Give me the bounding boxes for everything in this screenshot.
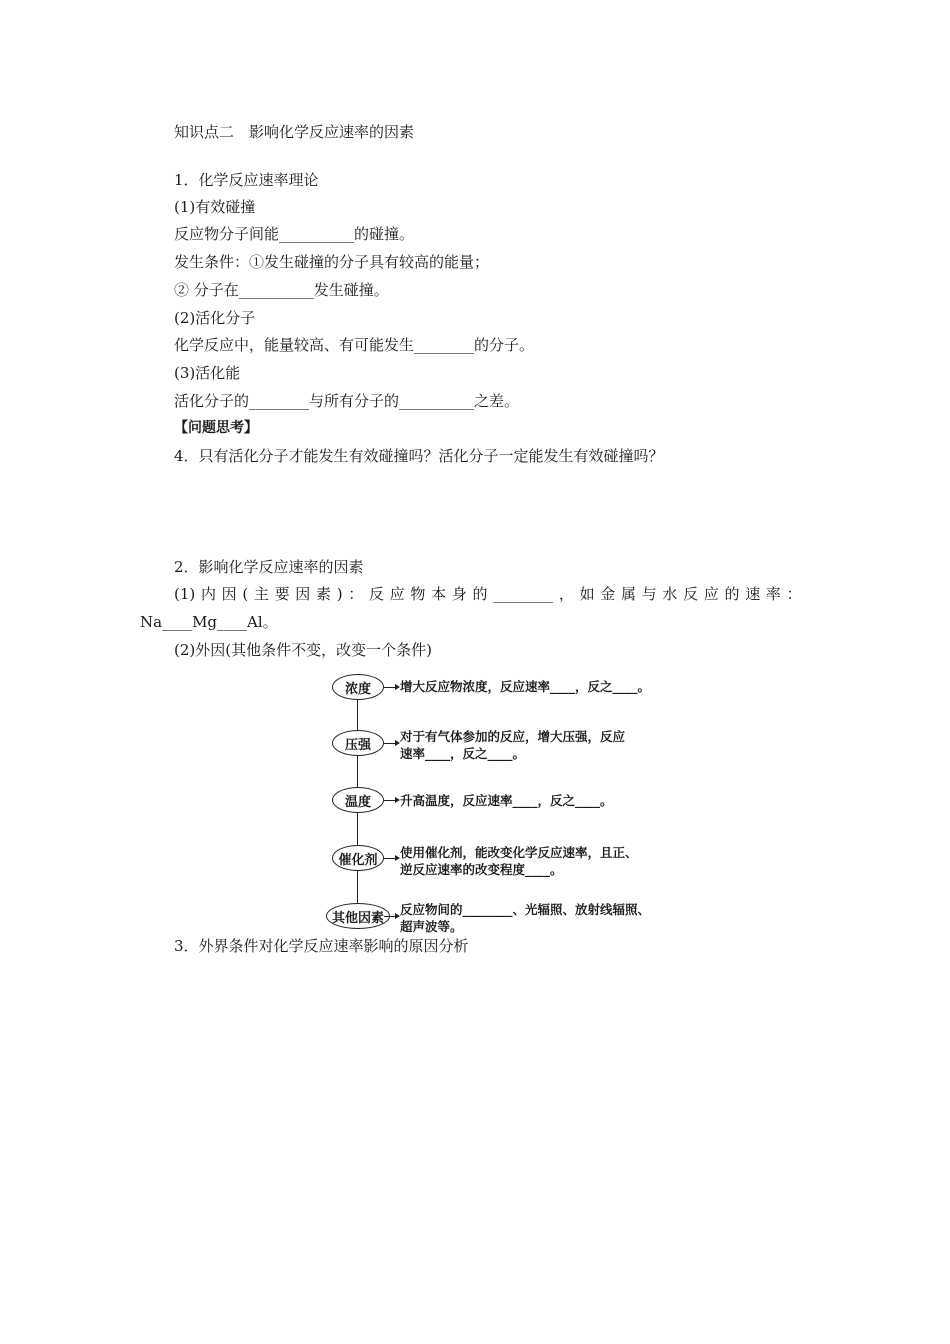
activation-energy-label: (3)活化能	[174, 364, 241, 382]
question-label: 【问题思考】	[174, 420, 258, 436]
effective-collision-definition: 反应物分子间能__________的碰撞。	[174, 225, 415, 243]
internal-factor-word: 内	[200, 585, 216, 603]
arrow-icon	[384, 858, 398, 859]
collision-condition-2: ② 分子在__________发生碰撞。	[174, 281, 389, 299]
internal-factor-word: 因	[221, 585, 237, 603]
internal-factor-word: 要	[274, 585, 290, 603]
arrow-icon	[384, 687, 398, 688]
node-concentration: 浓度	[332, 674, 384, 700]
pressure-text-1: 对于有气体参加的反应，增大压强，反应	[400, 729, 626, 744]
arrow-icon	[384, 800, 398, 801]
activated-molecule-definition: 化学反应中，能量较高、有可能发生________的分子。	[174, 336, 535, 354]
node-pressure: 压强	[332, 730, 384, 756]
activation-energy-definition: 活化分子的________与所有分子的__________之差。	[174, 392, 520, 410]
node-temperature: 温度	[332, 787, 384, 813]
internal-factor-word: 身	[451, 585, 467, 603]
metal-order-line: Na____Mg____Al。	[140, 613, 278, 631]
internal-factor-word: 应	[389, 585, 405, 603]
internal-factor-word: 金	[600, 585, 616, 603]
internal-factor-word: 的	[724, 585, 740, 603]
internal-factor-word: ，	[558, 585, 574, 603]
internal-factor-word: 物	[410, 585, 426, 603]
arrow-icon	[384, 743, 398, 744]
internal-factor-word: ：	[786, 585, 802, 603]
question-text: 4．只有活化分子才能发生有效碰撞吗？活化分子一定能发生有效碰撞吗？	[174, 447, 664, 465]
internal-factor-word: 率	[765, 585, 781, 603]
internal-factor-word: (	[242, 585, 249, 603]
factors-diagram	[322, 668, 692, 936]
internal-factor-word: ________	[493, 585, 554, 603]
internal-factor-word: )	[336, 585, 343, 603]
internal-factor-word: ：	[348, 585, 364, 603]
internal-factor-word: 与	[641, 585, 657, 603]
internal-factor-word: 素	[316, 585, 332, 603]
node-other-factors: 其他因素	[326, 903, 390, 929]
part3-heading: 3．外界条件对化学反应速率影响的原因分析	[174, 937, 469, 955]
node-catalyst: 催化剂	[332, 845, 384, 871]
pressure-text-2: 速率____，反之____。	[400, 746, 526, 761]
other-factors-text-1: 反应物间的________、光辐照、放射线辐照、	[400, 902, 651, 917]
internal-factor-word: 速	[745, 585, 761, 603]
collision-condition-1: 发生条件：①发生碰撞的分子具有较高的能量；	[174, 253, 490, 271]
internal-factor-word: 属	[620, 585, 636, 603]
catalyst-text-2: 逆反应速率的改变程度____。	[400, 862, 563, 877]
external-factor-line: (2)外因(其他条件不变，改变一个条件)	[174, 641, 432, 659]
internal-factor-word: 反	[683, 585, 699, 603]
internal-factor-word: 如	[579, 585, 595, 603]
internal-factor-word: 水	[662, 585, 678, 603]
internal-factor-line	[174, 584, 802, 604]
internal-factor-word: 反	[368, 585, 384, 603]
section-title: 知识点二 影响化学反应速率的因素	[174, 123, 415, 141]
internal-factor-word: 应	[703, 585, 719, 603]
internal-factor-word: (1)	[174, 585, 196, 603]
internal-factor-word: 主	[253, 585, 269, 603]
internal-factor-word: 因	[295, 585, 311, 603]
internal-factor-word: 的	[472, 585, 488, 603]
concentration-text-1: 增大反应物浓度，反应速率____，反之____。	[400, 679, 651, 694]
part1-heading: 1．化学反应速率理论	[174, 171, 319, 189]
temperature-text-1: 升高温度，反应速率____，反之____。	[400, 793, 613, 808]
activated-molecule-label: (2)活化分子	[174, 309, 256, 327]
other-factors-text-2: 超声波等。	[400, 919, 463, 934]
arrow-icon	[384, 916, 398, 917]
internal-factor-word: 本	[431, 585, 447, 603]
part2-heading: 2．影响化学反应速率的因素	[174, 558, 364, 576]
catalyst-text-1: 使用催化剂，能改变化学反应速率，且正、	[400, 845, 638, 860]
effective-collision-label: (1)有效碰撞	[174, 198, 256, 216]
